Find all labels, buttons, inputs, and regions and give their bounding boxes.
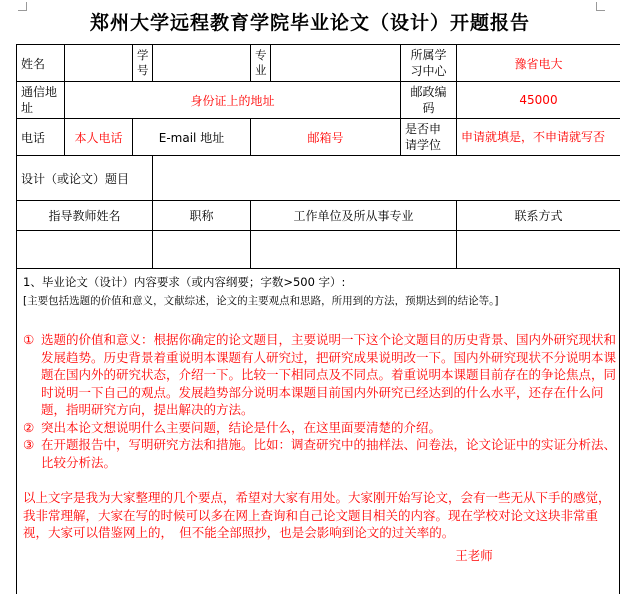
- list-item: [23, 331, 617, 419]
- content-heading: 1、毕业论文（设计）内容要求（或内容纲要；字数>500 字）:: [23, 275, 346, 289]
- item-text: 选题的价值和意义：根据你确定的论文题目，主要说明一下这个论文题目的历史背景、国内外研究现状和发展趋势。历史背景着重说明本课题有人研究过，把研究成果说明改一下。国内外研究现状不分说明本课题在国内外的研究状态，介绍一下。比较一下相同点及不同点。着重说明本课题目前存在的争论焦点，同时说明一下自己的观点。发展趋势部分说明本课题目前国内外研究已经达到的什么水平，还存在什么问题，指明研究方向，提出解决的方法。: [41, 332, 617, 417]
- student-no-label: 学号: [133, 45, 153, 82]
- item-text: 在开题报告中，写明研究方法和措施。比如：调查研究中的抽样法、问卷法，论文论证中的实证分析法、比较分析法。: [41, 437, 617, 470]
- item-number: ②: [23, 419, 35, 435]
- student-no-value[interactable]: [153, 45, 251, 82]
- table-row: [17, 119, 620, 156]
- degree-value[interactable]: 申请就填是，不申请就写否: [457, 119, 620, 156]
- address-label: 通信地址: [17, 82, 65, 119]
- postcode-value[interactable]: 45000: [457, 82, 620, 119]
- teacher-note: 以上文字是我为大家整理的几个要点，希望对大家有用处。大家刚开始写论文，会有一些无从下手的感觉，我非常理解，大家在写的时候可以多在网上查询和自己论文题目相关的内容。现在学校对论文这块非常重视，大家可以借鉴网上的， 但不能全部照抄，也是会影响到论文的过关率的。: [23, 490, 611, 540]
- item-number: ③: [23, 437, 35, 452]
- topic-value[interactable]: [153, 156, 620, 201]
- table-row: [17, 82, 620, 119]
- advisor-name-label: 指导教师姓名: [17, 201, 153, 231]
- learning-center-value[interactable]: 豫省电大: [457, 45, 620, 82]
- list-item: [23, 436, 617, 471]
- content-section: [16, 269, 620, 594]
- email-label: E-mail 地址: [133, 119, 251, 156]
- degree-label: 是否申请学位: [401, 119, 457, 156]
- content-subheading: [主要包括选题的价值和意义，文献综述，论文的主要观点和思路，所用到的方法，预期达到的结论等。]: [23, 295, 499, 307]
- major-value[interactable]: [271, 45, 401, 82]
- item-text: 突出本论文想说明什么主要问题，结论是什么，在这里面要清楚的介绍。: [41, 419, 442, 435]
- phone-label: 电话: [17, 119, 65, 156]
- guideline-list: [23, 331, 617, 471]
- phone-value[interactable]: 本人电话: [65, 119, 133, 156]
- topic-label: 设计（或论文）题目: [17, 156, 153, 201]
- table-row: [17, 201, 620, 231]
- name-value[interactable]: [65, 45, 133, 82]
- document-title: 郑州大学远程教育学院毕业论文（设计）开题报告: [89, 12, 530, 34]
- advisor-contact-value[interactable]: [457, 231, 620, 269]
- name-label: 姓名: [17, 45, 65, 82]
- advisor-title-value[interactable]: [153, 231, 251, 269]
- list-item: [23, 419, 617, 437]
- advisor-contact-label: 联系方式: [457, 201, 620, 231]
- email-value[interactable]: 邮箱号: [251, 119, 401, 156]
- teacher-signature: 王老师: [455, 548, 493, 563]
- learning-center-label: 所属学习中心: [401, 45, 457, 82]
- major-label: 专业: [251, 45, 271, 82]
- postcode-label: 邮政编码: [401, 82, 457, 119]
- item-number: ①: [23, 332, 35, 347]
- advisor-name-value[interactable]: [17, 231, 153, 269]
- table-row: [17, 231, 620, 269]
- table-row: [17, 156, 620, 201]
- advisor-unit-value[interactable]: [251, 231, 457, 269]
- table-row: [17, 45, 620, 82]
- advisor-unit-label: 工作单位及所从事专业: [251, 201, 457, 231]
- info-table: [16, 44, 620, 269]
- address-value[interactable]: 身份证上的地址: [65, 82, 401, 119]
- advisor-title-label: 职称: [153, 201, 251, 231]
